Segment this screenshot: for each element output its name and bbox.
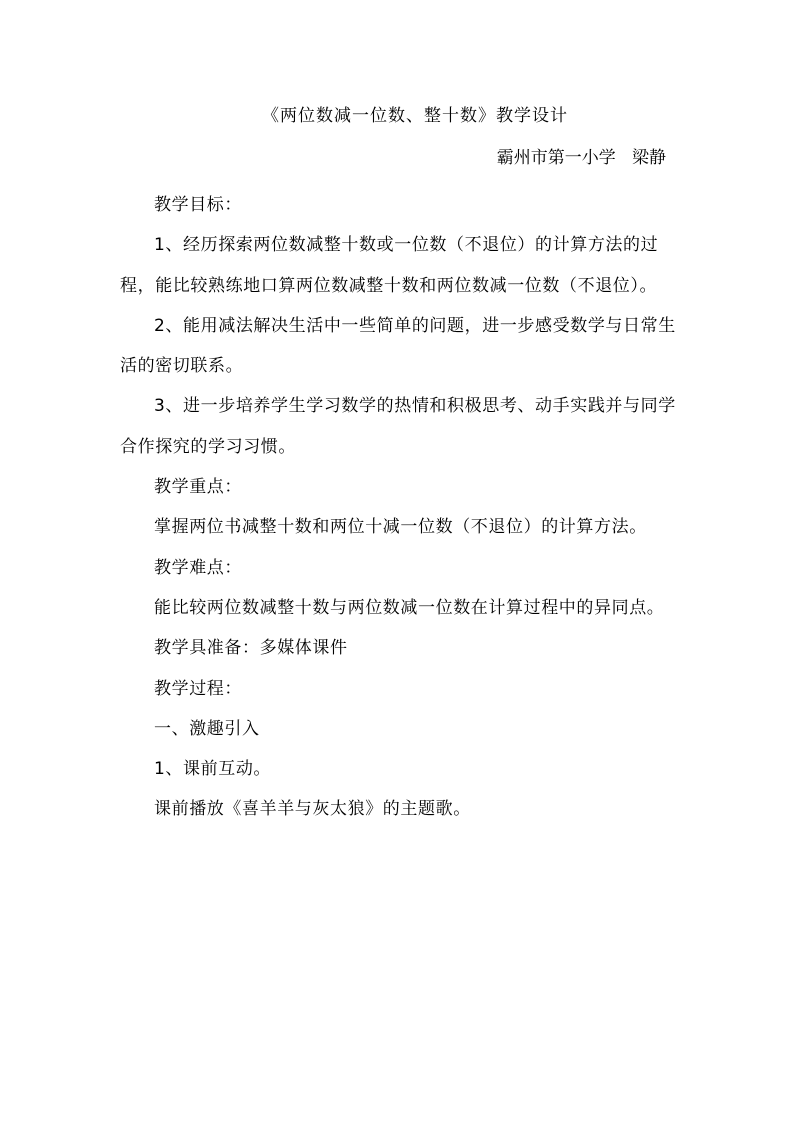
- objective-paragraph-3: 3、进一步培养学生学习数学的热情和积极思考、动手实践并与同学合作探究的学习习惯。: [120, 396, 676, 457]
- document-body: [120, 185, 676, 830]
- materials-paragraph: 教学具准备：多媒体课件: [154, 638, 348, 659]
- document-author: 霸州市第一小学 梁静: [496, 148, 666, 168]
- section-heading-process: 教学过程：: [154, 678, 242, 699]
- section-heading-difficulties: 教学难点：: [154, 557, 242, 578]
- objective-paragraph-1: 1、经历探索两位数减整十数或一位数（不退位）的计算方法的过程，能比较熟练地口算两位数减整十数和两位数减一位数（不退位）。: [120, 235, 659, 296]
- process-substep-1: 1、课前互动。: [154, 759, 272, 780]
- section-heading-key-points: 教学重点：: [154, 477, 242, 498]
- objective-paragraph-2: 2、能用减法解决生活中一些简单的问题，进一步感受数学与日常生活的密切联系。: [120, 315, 676, 377]
- document-title: 《两位数减一位数、整十数》教学设计: [262, 106, 568, 126]
- section-heading-objectives: 教学目标：: [154, 195, 242, 215]
- process-step-heading-1: 一、激趣引入: [154, 718, 260, 739]
- process-paragraph: 课前播放《喜羊羊与灰太狼》的主题歌。: [154, 799, 471, 820]
- difficulties-paragraph: 能比较两位数减整十数与两位数减一位数在计算过程中的异同点。: [154, 597, 665, 618]
- key-points-paragraph: 掌握两位书减整十数和两位十减一位数（不退位）的计算方法。: [154, 517, 647, 538]
